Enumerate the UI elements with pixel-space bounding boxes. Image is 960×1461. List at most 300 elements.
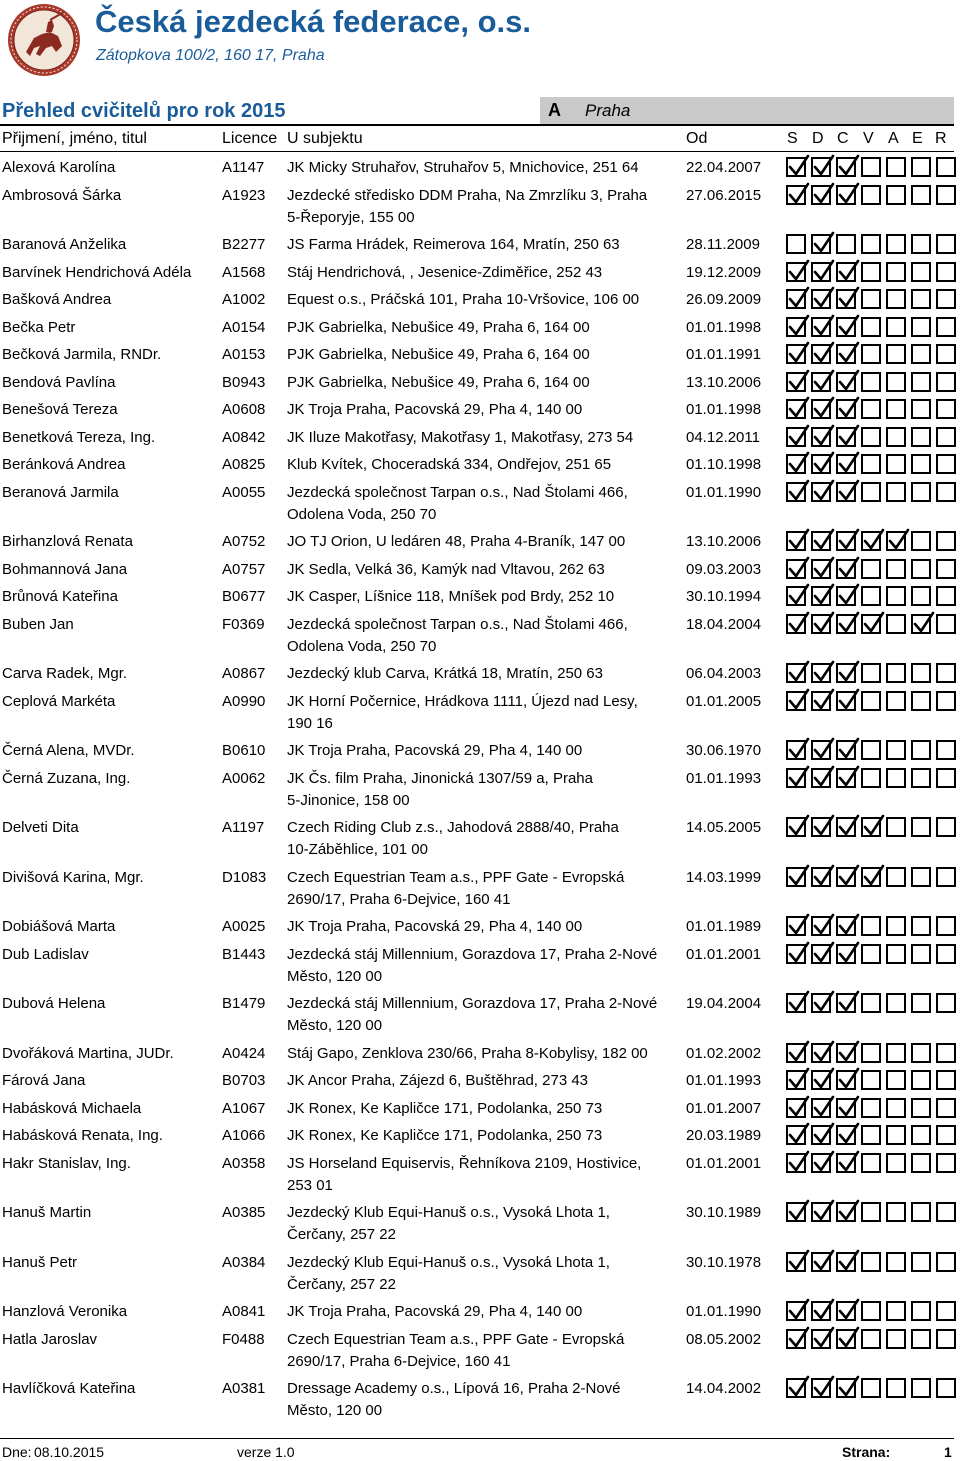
checked-box-icon [836,1070,856,1090]
subject-address-line: Čerčany, 257 22 [287,1275,396,1293]
since-date: 01.01.1993 [686,769,762,787]
subject-address-line: JK Iluze Makotřasy, Makotřasy 1, Makotřasy, 273 54 [287,428,634,446]
instructor-name: Carva Radek, Mgr. [2,665,128,682]
checked-box-icon [836,372,856,392]
license-number: B2277 [222,236,266,253]
subject-address-line: 5-Jinonice, 158 00 [287,791,410,809]
license-number: A0608 [222,401,266,418]
checked-box-icon [836,867,856,887]
empty-box-icon [936,614,956,634]
since-date: 14.04.2002 [686,1380,762,1397]
checked-box-icon [811,1043,831,1063]
empty-box-icon [886,1202,906,1222]
empty-box-icon [936,1153,956,1173]
subject-address-line: JK Ronex, Ke Kapličce 171, Podolanka, 250 73 [287,1099,603,1117]
empty-box-icon [911,1301,931,1321]
empty-box-icon [911,454,931,474]
checked-box-icon [811,817,831,837]
checked-box-icon [811,1125,831,1145]
license-number: A1002 [222,291,266,308]
empty-box-icon [886,691,906,711]
checked-box-icon [836,944,856,964]
empty-box-icon [911,1252,931,1272]
license-number: D1083 [222,868,267,886]
subject-address-line: Stáj Gapo, Zenklova 230/66, Praha 8-Kobylisy, 182 00 [287,1044,648,1062]
footer-page-label: Strana: [842,1444,891,1460]
empty-box-icon [911,1329,931,1349]
since-date: 08.05.2002 [686,1330,762,1348]
empty-box-icon [936,916,956,936]
instructor-name: Dub Ladislav [2,945,89,963]
instructor-name: Buben Jan [2,615,74,633]
checked-box-icon [836,289,856,309]
empty-box-icon [886,1252,906,1272]
since-date: 01.01.1990 [686,483,762,501]
checked-box-icon [786,944,806,964]
empty-box-icon [936,157,956,177]
instructor-name: Hanuš Petr [2,1253,78,1271]
subject-address-line: JS Farma Hrádek, Reimerova 164, Mratín, 250 63 [287,236,620,253]
empty-box-icon [936,1378,956,1398]
empty-box-icon [886,317,906,337]
subject-address-line: Czech Equestrian Team a.s., PPF Gate - Evropská [287,1330,625,1348]
checked-box-icon [836,157,856,177]
license-number: B0943 [222,373,266,391]
empty-box-icon [936,817,956,837]
checked-box-icon [811,1098,831,1118]
empty-box-icon [886,344,906,364]
since-date: 30.10.1978 [686,1253,762,1271]
instructor-name: Beránková Andrea [2,456,126,473]
checked-box-icon [786,1153,806,1173]
checked-box-icon [836,740,856,760]
instructor-name: Dvořáková Martina, JUDr. [2,1044,174,1062]
subject-address-line: Jezdecká společnost Tarpan o.s., Nad Štolami 466, [287,483,628,501]
since-date: 30.10.1989 [686,1204,762,1221]
checked-box-icon [811,614,831,634]
checked-box-icon [886,531,906,551]
since-date: 18.04.2004 [686,615,762,633]
checked-box-icon [786,157,806,177]
subject-address-line: Město, 120 00 [287,967,383,985]
checked-box-icon [786,1252,806,1272]
subject-address-line: Jezdecké středisko DDM Praha, Na Zmrzlíku 3, Praha [287,186,648,204]
license-number: B0610 [222,742,266,759]
subject-address-line: 190 16 [287,714,333,732]
checked-box-icon [811,1202,831,1222]
empty-box-icon [861,399,881,419]
empty-box-icon [861,768,881,788]
empty-box-icon [861,185,881,205]
empty-box-icon [936,289,956,309]
instructor-name: Alexová Karolína [2,159,116,176]
empty-box-icon [886,185,906,205]
empty-box-icon [861,1043,881,1063]
checked-box-icon [811,916,831,936]
checked-box-icon [811,691,831,711]
empty-box-icon [861,1070,881,1090]
empty-box-icon [886,1043,906,1063]
license-number: A0062 [222,769,266,787]
subject-address-line: Equest o.s., Práčská 101, Praha 10-Vršovice, 106 00 [287,291,640,308]
subject-address-line: Odolena Voda, 250 70 [287,637,437,655]
checked-box-icon [836,1043,856,1063]
empty-box-icon [911,944,931,964]
checked-box-icon [786,817,806,837]
empty-box-icon [886,944,906,964]
checked-box-icon [836,817,856,837]
empty-box-icon [861,993,881,1013]
since-date: 01.01.2001 [686,1154,762,1172]
empty-box-icon [936,1125,956,1145]
organization-name: Česká jezdecká federace, o.s. [95,4,531,39]
checked-box-icon [786,1301,806,1321]
since-date: 30.06.1970 [686,742,762,759]
empty-box-icon [861,482,881,502]
column-header-flag-c: C [837,130,849,147]
subject-address-line: 10-Záběhlice, 101 00 [287,841,428,858]
empty-box-icon [911,663,931,683]
subject-address-line: JK Horní Počernice, Hrádkova 1111, Újezd nad Lesy, [287,692,638,710]
instructor-name: Dubová Helena [2,995,106,1012]
license-number: A1197 [222,819,265,836]
empty-box-icon [936,1301,956,1321]
empty-box-icon [911,586,931,606]
instructor-name: Birhanzlová Renata [2,533,133,550]
empty-box-icon [886,399,906,419]
empty-box-icon [936,1252,956,1272]
instructor-name: Hatla Jaroslav [2,1330,98,1348]
checked-box-icon [836,768,856,788]
checked-box-icon [786,691,806,711]
checked-box-icon [786,993,806,1013]
subject-address-line: JK Troja Praha, Pacovská 29, Pha 4, 140 00 [287,918,583,935]
empty-box-icon [861,427,881,447]
checked-box-icon [786,185,806,205]
checked-box-icon [911,614,931,634]
empty-box-icon [861,944,881,964]
organization-address: Zátopkova 100/2, 160 17, Praha [96,47,325,64]
empty-box-icon [936,531,956,551]
checked-box-icon [786,454,806,474]
subject-address-line: PJK Gabrielka, Nebušice 49, Praha 6, 164 00 [287,373,590,391]
empty-box-icon [861,740,881,760]
checked-box-icon [786,1202,806,1222]
since-date: 28.11.2009 [686,236,760,253]
since-date: 01.01.2001 [686,945,762,963]
checked-box-icon [861,867,881,887]
subject-address-line: JK Micky Struhařov, Struhařov 5, Mnichovice, 251 64 [287,159,639,176]
empty-box-icon [861,663,881,683]
since-date: 01.01.1989 [686,918,762,935]
checked-box-icon [811,1153,831,1173]
empty-box-icon [861,1202,881,1222]
instructor-name: Delveti Dita [2,819,79,836]
empty-box-icon [936,262,956,282]
empty-box-icon [886,157,906,177]
since-date: 30.10.1994 [686,588,762,605]
empty-box-icon [886,614,906,634]
license-number: A0757 [222,560,266,578]
instructor-name: Habásková Renata, Ing. [2,1127,163,1144]
checked-box-icon [836,1202,856,1222]
empty-box-icon [861,1153,881,1173]
empty-box-icon [936,344,956,364]
empty-box-icon [911,185,931,205]
empty-box-icon [911,1378,931,1398]
empty-box-icon [861,1378,881,1398]
empty-box-icon [886,916,906,936]
since-date: 06.04.2003 [686,665,762,682]
empty-box-icon [936,768,956,788]
license-number: A0153 [222,346,266,363]
empty-box-icon [886,1378,906,1398]
license-number: F0488 [222,1330,265,1348]
checked-box-icon [786,262,806,282]
instructor-name: Bašková Andrea [2,291,112,308]
since-date: 13.10.2006 [686,373,762,391]
checked-box-icon [786,1125,806,1145]
checked-box-icon [811,185,831,205]
checked-box-icon [811,867,831,887]
empty-box-icon [861,317,881,337]
empty-box-icon [936,1202,956,1222]
subject-address-line: Stáj Hendrichová, , Jesenice-Zdiměřice, 252 43 [287,263,603,281]
checked-box-icon [861,817,881,837]
license-number: A0381 [222,1380,266,1397]
empty-box-icon [936,372,956,392]
since-date: 01.01.1998 [686,318,762,336]
instructor-name: Baranová Anželika [2,236,127,253]
empty-box-icon [911,1202,931,1222]
footer-page-number: 1 [944,1444,952,1460]
empty-box-icon [936,993,956,1013]
empty-box-icon [936,740,956,760]
empty-box-icon [911,427,931,447]
instructor-name: Ambrosová Šárka [2,186,122,204]
license-number: A1147 [222,159,265,176]
column-header-subject: U subjektu [287,130,363,147]
license-number: A0825 [222,456,266,473]
license-number: A1066 [222,1127,266,1144]
empty-box-icon [911,691,931,711]
empty-box-icon [886,1070,906,1090]
empty-box-icon [861,454,881,474]
license-number: A0358 [222,1154,266,1172]
checked-box-icon [811,993,831,1013]
empty-box-icon [861,1329,881,1349]
license-number: A0385 [222,1204,266,1221]
instructor-name: Bečka Petr [2,318,76,336]
since-date: 01.01.1990 [686,1303,762,1320]
empty-box-icon [886,262,906,282]
checked-box-icon [836,399,856,419]
checked-box-icon [786,614,806,634]
checked-box-icon [786,289,806,309]
empty-box-icon [886,817,906,837]
empty-box-icon [861,691,881,711]
footer-date-label: Dne: [2,1444,32,1460]
subject-address-line: Jezdecký klub Carva, Krátká 18, Mratín, 250 63 [287,665,603,682]
instructor-name: Černá Zuzana, Ing. [2,769,131,787]
empty-box-icon [886,993,906,1013]
since-date: 19.12.2009 [686,263,762,281]
since-date: 01.01.2007 [686,1099,762,1117]
subject-address-line: Město, 120 00 [287,1402,383,1419]
empty-box-icon [911,1043,931,1063]
license-number: A0025 [222,918,266,935]
empty-box-icon [911,234,931,254]
empty-box-icon [886,234,906,254]
column-header-flag-d: D [812,130,824,147]
subject-address-line: JK Troja Praha, Pacovská 29, Pha 4, 140 00 [287,401,583,418]
license-number: A0384 [222,1253,266,1271]
empty-box-icon [911,482,931,502]
checked-box-icon [786,344,806,364]
subject-address-line: Město, 120 00 [287,1017,383,1034]
checked-box-icon [811,559,831,579]
since-date: 01.01.1991 [686,346,762,363]
region-code: A [548,100,561,120]
since-date: 04.12.2011 [686,428,760,446]
since-date: 14.03.1999 [686,868,762,886]
empty-box-icon [886,454,906,474]
license-number: A0154 [222,318,266,336]
empty-box-icon [911,317,931,337]
since-date: 14.05.2005 [686,819,762,836]
checked-box-icon [786,1098,806,1118]
empty-box-icon [886,1301,906,1321]
empty-box-icon [886,1153,906,1173]
subject-address-line: 253 01 [287,1176,333,1194]
empty-box-icon [911,768,931,788]
empty-box-icon [936,559,956,579]
empty-box-icon [911,399,931,419]
empty-box-icon [936,454,956,474]
checked-box-icon [836,691,856,711]
checked-box-icon [836,1098,856,1118]
empty-box-icon [936,1070,956,1090]
checked-box-icon [836,531,856,551]
license-number: B1443 [222,945,266,963]
checked-box-icon [786,427,806,447]
since-date: 01.01.2005 [686,692,762,710]
empty-box-icon [886,1125,906,1145]
checked-box-icon [836,482,856,502]
empty-box-icon [936,867,956,887]
empty-box-icon [861,916,881,936]
empty-box-icon [936,185,956,205]
empty-box-icon [786,234,806,254]
empty-box-icon [861,344,881,364]
license-number: B1479 [222,995,266,1012]
footer-divider [0,1438,954,1439]
column-header-flag-e: E [912,130,923,147]
empty-box-icon [911,1098,931,1118]
empty-box-icon [886,586,906,606]
checked-box-icon [786,1070,806,1090]
subject-address-line: JK Čs. film Praha, Jinonická 1307/59 a, Praha [287,769,593,787]
checked-box-icon [836,1301,856,1321]
since-date: 22.04.2007 [686,159,762,176]
checked-box-icon [836,614,856,634]
checked-box-icon [811,289,831,309]
subject-address-line: JK Sedla, Velká 36, Kamýk nad Vltavou, 262 63 [287,560,605,578]
empty-box-icon [886,867,906,887]
license-number: A0424 [222,1044,266,1062]
empty-box-icon [861,559,881,579]
empty-box-icon [886,372,906,392]
empty-box-icon [886,1329,906,1349]
empty-box-icon [936,399,956,419]
since-date: 27.06.2015 [686,186,762,204]
checked-box-icon [786,317,806,337]
instructor-name: Benetková Tereza, Ing. [2,428,156,446]
subject-address-line: JO TJ Orion, U ledáren 48, Praha 4-Braník, 147 00 [287,533,626,550]
empty-box-icon [936,1043,956,1063]
empty-box-icon [936,234,956,254]
license-number: A0055 [222,483,266,501]
since-date: 26.09.2009 [686,291,762,308]
region-name: Praha [585,101,631,120]
instructor-name: Fárová Jana [2,1072,86,1089]
checked-box-icon [786,1043,806,1063]
since-date: 01.10.1998 [686,456,762,473]
checked-box-icon [861,614,881,634]
empty-box-icon [911,372,931,392]
checked-box-icon [836,916,856,936]
license-number: A0990 [222,692,266,710]
checked-box-icon [811,663,831,683]
checked-box-icon [786,740,806,760]
column-header-flag-r: R [935,130,947,147]
license-number: A1923 [222,186,266,204]
empty-box-icon [911,993,931,1013]
checked-box-icon [836,1125,856,1145]
empty-box-icon [936,944,956,964]
license-number: A0752 [222,533,266,550]
checked-box-icon [786,1378,806,1398]
checked-box-icon [786,559,806,579]
instructor-name: Černá Alena, MVDr. [2,742,135,759]
checked-box-icon [836,454,856,474]
checked-box-icon [836,1252,856,1272]
empty-box-icon [936,317,956,337]
subject-address-line: Odolena Voda, 250 70 [287,505,437,523]
checked-box-icon [811,1301,831,1321]
empty-box-icon [911,157,931,177]
license-number: F0369 [222,615,265,633]
checked-box-icon [786,586,806,606]
checked-box-icon [811,944,831,964]
checked-box-icon [836,993,856,1013]
empty-box-icon [911,916,931,936]
license-number: A0842 [222,428,266,446]
empty-box-icon [936,1329,956,1349]
checked-box-icon [836,344,856,364]
checked-box-icon [811,344,831,364]
instructor-name: Bečková Jarmila, RNDr. [2,346,162,363]
column-header-name: Přijmení, jméno, titul [2,130,147,147]
license-number: A0841 [222,1303,266,1320]
instructor-name: Divišová Karina, Mgr. [2,868,144,886]
since-date: 20.03.1989 [686,1127,762,1144]
empty-box-icon [911,559,931,579]
checked-box-icon [811,586,831,606]
instructor-name: Hanzlová Veronika [2,1303,128,1320]
checked-box-icon [811,768,831,788]
checked-box-icon [811,234,831,254]
